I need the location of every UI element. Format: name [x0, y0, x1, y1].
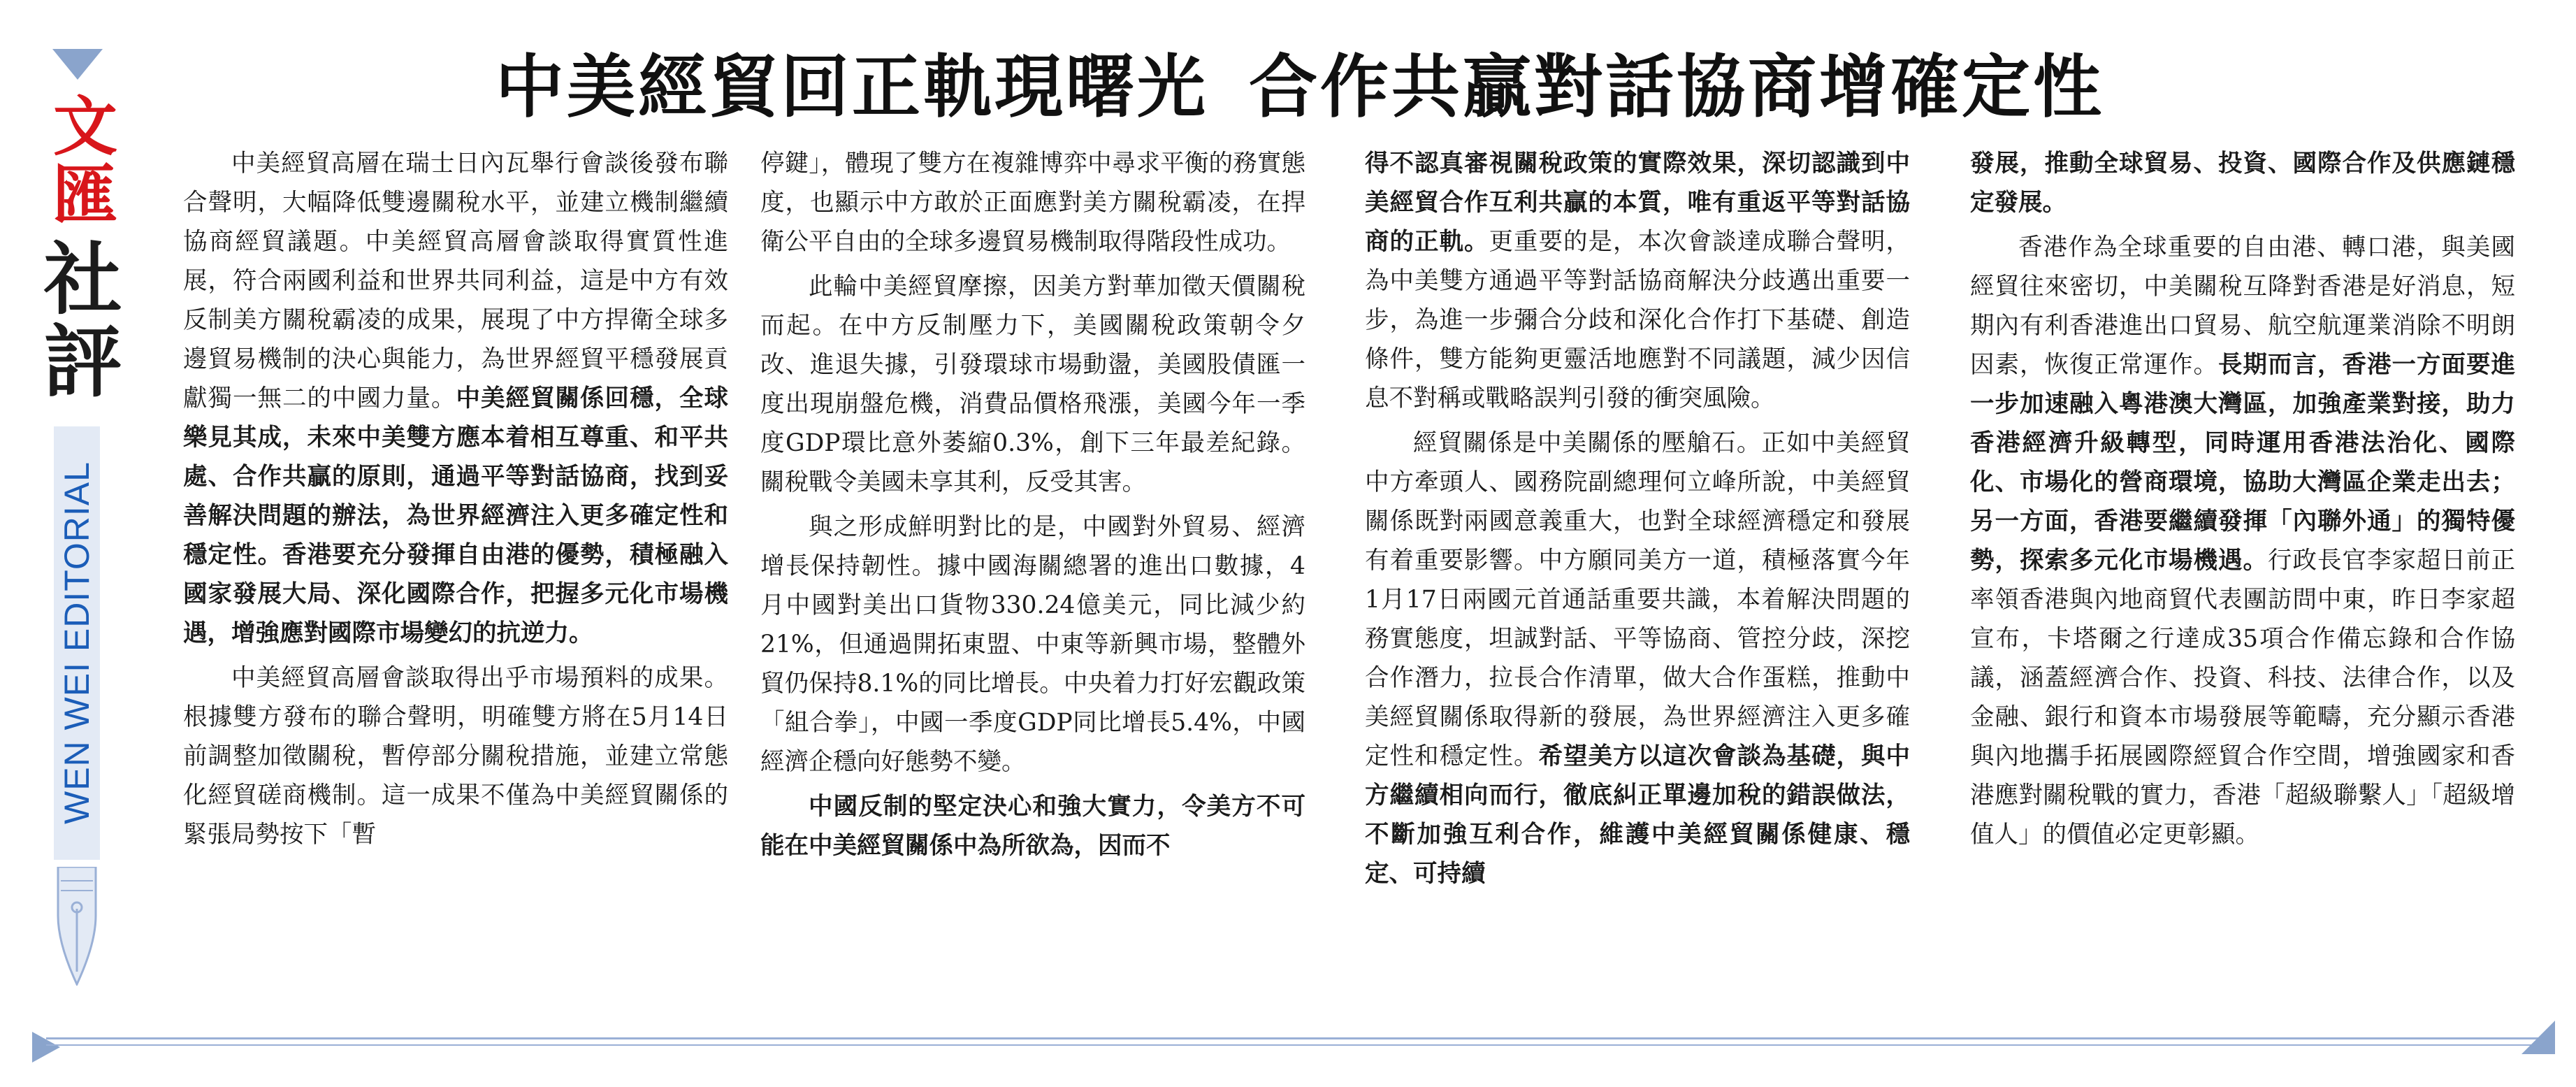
bottom-rule-line-1 — [46, 1037, 2541, 1039]
article-column-2 — [760, 144, 1305, 871]
fountain-pen-nib-icon — [54, 867, 100, 986]
bottom-right-corner-triangle — [2521, 1021, 2555, 1054]
masthead-editorial-label: WEN WEI EDITORIAL — [54, 426, 100, 860]
article-column-4 — [1970, 144, 2515, 860]
article-column-1 — [183, 144, 728, 860]
body-text: 此輪中美經貿摩擦，因美方對華加徵天價關稅而起。在中方反制壓力下，美國關稅政策朝令夕改、進退失據，引發環球市場動盪，美國股債匯一度出現崩盤危機，消費品價格飛漲，美國今年一季度GDP環比意外萎縮0.3%，創下三年最差紀錄。關稅戰令美國未享其利，反受其害。 — [760, 273, 1305, 496]
article-paragraph — [1970, 228, 2515, 854]
body-text: 香港作為全球重要的自由港、轉口港，與美國經貿往來密切，中美關稅互降對香港是好消息，短期內有利香港進出口貿易、航空航運業消除不明朗因素，恢復正常運作。 — [1970, 233, 2515, 379]
article-paragraph — [760, 144, 1305, 261]
article-paragraph — [760, 507, 1305, 782]
emphasis-text: 中美經貿關係回穩，全球樂見其成，未來中美雙方應本着相互尊重、和平共處、合作共贏的原則，通過平等對話協商，找到妥善解決問題的辦法，為世界經濟注入更多確定性和穩定性。香港要充分發揮自由港的優勢，積極融入國家發展大局、深化國際合作，把握多元化市場機遇，增強應對國際市場變幻的抗逆力。 — [183, 384, 728, 647]
body-text: 更重要的是，本次會談達成聯合聲明，為中美雙方通過平等對話協商解決分歧邁出重要一步，為進一步彌合分歧和深化合作打下基礎、創造條件，雙方能夠更靈活地應對不同議題，減少因信息不對稱或戰略誤判引發的衝突風險。 — [1365, 228, 1910, 412]
body-text: 行政長官李家超日前正率領香港與內地商貿代表團訪問中東，昨日李家超宣布，卡塔爾之行達成35項合作備忘錄和合作協議，涵蓋經濟合作、投資、科技、法律合作，以及金融、銀行和資本市場發展等範疇，充分顯示香港與內地攜手拓展國際經貿合作空間，增強國家和香港應對關稅戰的實力，香港「超級聯繫人」「超級增值人」的價值必定更彰顯。 — [1970, 547, 2515, 849]
bottom-border-ornament — [32, 1021, 2555, 1063]
headline-part-2: 合作共贏對話協商增確定性 — [1249, 47, 2105, 127]
editorial-headline — [280, 32, 2320, 131]
emphasis-text: 長期而言，香港一方面要進一步加速融入粵港澳大灣區，加強產業對接，助力香港經濟升級轉型，同時運用香港法治化、國際化、市場化的營商環境，協助大灣區企業走出去；另一方面，香港要繼續發揮「內聯外通」的獨特優勢，探索多元化市場機遇。 — [1970, 351, 2515, 575]
emphasis-text: 發展，推動全球貿易、投資、國際合作及供應鏈穩定發展。 — [1970, 150, 2515, 217]
article-paragraph — [1365, 144, 1910, 418]
article-paragraph — [1970, 144, 2515, 222]
article-paragraph — [1365, 424, 1910, 893]
masthead-wen-hui-logo: 文匯 — [43, 92, 118, 229]
article-paragraph — [760, 267, 1305, 502]
body-text: 與之形成鮮明對比的是，中國對外貿易、經濟增長保持韌性。據中國海關總署的進出口數據，4月中國對美出口貨物330.24億美元，同比減少約21%，但通過開拓東盟、中東等新興市場，整體外貿仍保持8.1%的同比增長。中央着力打好宏觀政策「組合拳」，中國一季度GDP同比增長5.4%，中國經濟企穩向好態勢不變。 — [760, 513, 1305, 776]
bottom-rule-line-2 — [46, 1044, 2541, 1046]
bottom-left-corner-triangle — [32, 1032, 60, 1063]
emphasis-text: 希望美方以這次會談為基礎，與中方繼續相向而行，徹底糾正單邊加稅的錯誤做法，不斷加強互利合作，維護中美經貿關係健康、穩定、可持續 — [1365, 742, 1910, 888]
article-paragraph — [183, 144, 728, 653]
article-paragraph — [760, 787, 1305, 865]
masthead-she-ping-title: 社評 — [31, 238, 122, 403]
article-column-3 — [1365, 144, 1910, 899]
editorial-masthead — [31, 49, 122, 979]
masthead-triangle-ornament — [52, 49, 103, 80]
body-text: 停鍵」，體現了雙方在複雜博弈中尋求平衡的務實態度，也顯示中方敢於正面應對美方關稅霸凌，在捍衛公平自由的全球多邊貿易機制取得階段性成功。 — [760, 150, 1305, 256]
emphasis-text: 得不認真審視關稅政策的實際效果，深切認識到中美經貿合作互利共贏的本質，唯有重返平等對話協商的正軌。 — [1365, 150, 1910, 256]
article-paragraph — [183, 658, 728, 854]
emphasis-text: 中國反制的堅定決心和強大實力，令美方不可能在中美經貿關係中為所欲為，因而不 — [760, 793, 1305, 860]
body-text: 中美經貿高層會談取得出乎市場預料的成果。根據雙方發布的聯合聲明，明確雙方將在5月14日前調整加徵關稅，暫停部分關稅措施，並建立常態化經貿磋商機制。這一成果不僅為中美經貿關係的緊張局勢按下「暫 — [183, 664, 728, 849]
headline-part-1: 中美經貿回正軌現曙光 — [495, 47, 1208, 127]
body-text: 經貿關係是中美關係的壓艙石。正如中美經貿中方牽頭人、國務院副總理何立峰所說，中美經貿關係既對兩國意義重大，也對全球經濟穩定和發展有着重要影響。中方願同美方一道，積極落實今年1月17日兩國元首通話重要共識，本着解決問題的務實態度，坦誠對話、平等協商、管控分歧，深挖合作潛力，拉長合作清單，做大合作蛋糕，推動中美經貿關係取得新的發展，為世界經濟注入更多確定性和穩定性。 — [1365, 429, 1910, 770]
body-text: 中美經貿高層在瑞士日內瓦舉行會談後發布聯合聲明，大幅降低雙邊關稅水平，並建立機制繼續協商經貿議題。中美經貿高層會談取得實質性進展，符合兩國利益和世界共同利益，這是中方有效反制美方關稅霸凌的成果，展現了中方捍衛全球多邊貿易機制的決心與能力，為世界經貿平穩發展貢獻獨一無二的中國力量。 — [183, 150, 728, 412]
